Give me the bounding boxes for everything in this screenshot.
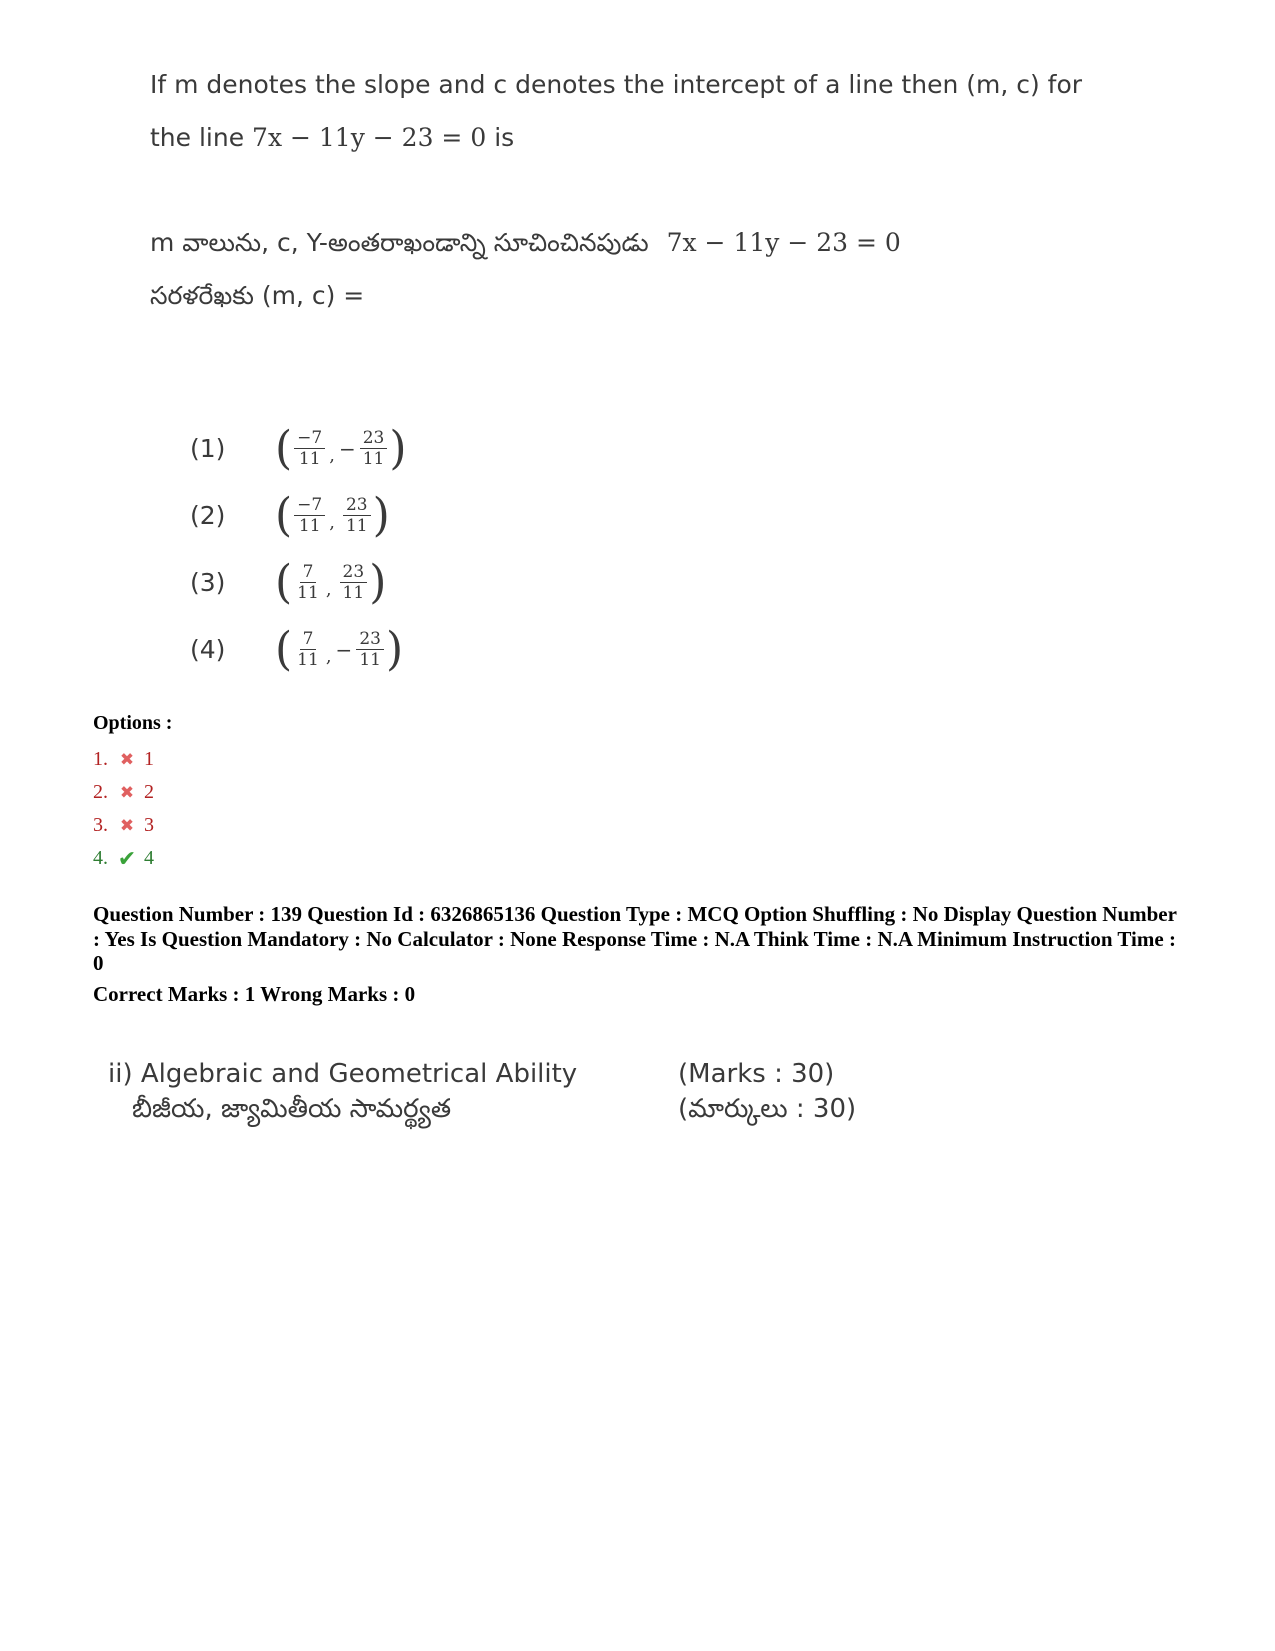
choice-label: (2) (190, 501, 226, 530)
left-paren: ( (275, 622, 293, 676)
choice-tuple (275, 488, 390, 542)
question-text-en-line2 (150, 123, 1090, 153)
cross-mark-icon: ✖ (119, 815, 135, 835)
choice-label: (3) (190, 568, 226, 597)
option-item (93, 743, 172, 776)
option-index: 1. (93, 748, 108, 770)
equation-te: 7x − 11y − 23 = 0 (666, 228, 901, 257)
option-item (93, 776, 172, 809)
numerator: −7 (294, 496, 325, 516)
fraction-m (294, 563, 322, 602)
option-value: 1 (144, 748, 154, 770)
right-paren: ) (369, 555, 387, 609)
numerator: 23 (360, 429, 388, 449)
option-index: 2. (93, 781, 108, 803)
comma: , (329, 512, 335, 533)
option-value: 3 (144, 814, 154, 836)
option-index: 3. (93, 814, 108, 836)
section-marks-te: (మార్కులు : 30) (678, 1094, 857, 1124)
fraction-c (360, 429, 388, 468)
left-paren: ( (275, 555, 293, 609)
option-item (93, 842, 172, 875)
numerator: 7 (300, 630, 317, 650)
section-marks-en: (Marks : 30) (678, 1059, 835, 1089)
choice-tuple (275, 421, 407, 475)
numerator: 23 (356, 630, 384, 650)
marks-info: Correct Marks : 1 Wrong Marks : 0 (93, 981, 416, 1006)
question-details: Question Number : 139 Question Id : 6326865136 Question Type : MCQ Option Shuffling : No Display Question Number : Yes Is Question Mandatory : No Calculator : None Response Time : N.A Think Time : N.A Minimum Instruction Time : 0 (93, 902, 1177, 975)
option-item (93, 809, 172, 842)
fraction-m (294, 429, 325, 468)
left-paren: ( (275, 488, 293, 542)
fraction-c (343, 496, 371, 535)
denominator: 11 (297, 583, 319, 603)
choice-list (190, 415, 407, 683)
numerator: 23 (340, 563, 368, 583)
section-title-en: ii) Algebraic and Geometrical Ability (108, 1059, 578, 1089)
fraction-m (294, 630, 322, 669)
numerator: 7 (300, 563, 317, 583)
numerator: −7 (294, 429, 325, 449)
choice-tuple (275, 622, 404, 676)
question-text-te-line2: సరళరేఖకు (m, c) = (150, 281, 365, 310)
denominator: 11 (297, 650, 319, 670)
denominator: 11 (345, 516, 368, 536)
fraction-c (340, 563, 368, 602)
option-index: 4. (93, 847, 108, 869)
option-value: 4 (144, 847, 154, 869)
choice-item (190, 616, 407, 683)
question-text-en-line1: If m denotes the slope and c denotes the intercept of a line then (m, c) for (150, 70, 1083, 99)
denominator: 11 (359, 650, 381, 670)
left-paren: ( (275, 421, 293, 475)
numerator: 23 (343, 496, 371, 516)
question-image (150, 70, 1090, 311)
cross-mark-icon: ✖ (119, 782, 135, 802)
question-text-en-prefix: the line (150, 123, 245, 152)
sign: − (338, 436, 356, 461)
question-metadata (93, 902, 1183, 1006)
question-text-te-line1 (150, 228, 1090, 258)
comma: , (329, 445, 335, 466)
question-text-en-suffix: is (494, 123, 515, 152)
denominator: 11 (298, 449, 321, 469)
choice-item (190, 415, 407, 482)
denominator: 11 (298, 516, 321, 536)
choice-tuple (275, 555, 387, 609)
comma: , (325, 646, 332, 667)
section-row-en (108, 1055, 1008, 1093)
equation: 7x − 11y − 23 = 0 (252, 123, 487, 152)
section-header (108, 1055, 1008, 1131)
choice-label: (1) (190, 434, 226, 463)
right-paren: ) (385, 622, 404, 676)
choice-label: (4) (190, 635, 226, 664)
cross-mark-icon: ✖ (119, 749, 135, 769)
right-paren: ) (372, 488, 390, 542)
question-text-te-prefix: m వాలును, c, Y-అంతరాఖండాన్ని సూచించినపుడు (150, 228, 649, 257)
section-title-te: బీజీయ, జ్యామితీయ సామర్థ్యత (132, 1094, 452, 1124)
fraction-c (356, 630, 384, 669)
denominator: 11 (362, 449, 385, 469)
denominator: 11 (342, 583, 365, 603)
choice-item (190, 549, 407, 616)
comma: , (325, 579, 332, 600)
check-mark-icon: ✔ (117, 845, 137, 871)
options-title: Options : (93, 712, 173, 734)
options-block (93, 712, 172, 875)
choice-item (190, 482, 407, 549)
sign: − (335, 637, 353, 662)
fraction-m (294, 496, 325, 535)
section-row-te (108, 1093, 1008, 1131)
option-value: 2 (144, 781, 154, 803)
right-paren: ) (389, 421, 407, 475)
